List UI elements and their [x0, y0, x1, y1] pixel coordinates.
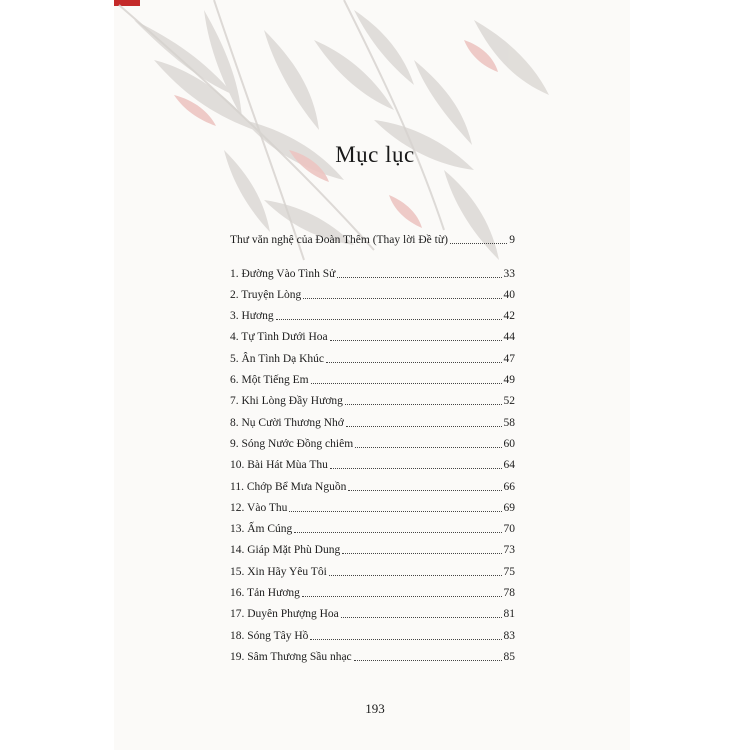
toc-entry-page: 49 — [503, 374, 515, 387]
toc-entry-page: 83 — [503, 629, 515, 642]
toc-entry[interactable] — [230, 515, 515, 536]
toc-entry-page: 73 — [503, 544, 515, 557]
toc-entry-page: 75 — [503, 565, 515, 578]
toc-entry[interactable] — [230, 643, 515, 664]
toc-entry[interactable] — [230, 366, 515, 387]
right-margin — [630, 0, 750, 750]
toc-entry-page: 9 — [509, 234, 515, 247]
left-margin — [0, 0, 114, 750]
dot-leader — [354, 660, 502, 661]
toc-entry[interactable] — [230, 557, 515, 578]
toc-entry-title: 16. Tản Hương — [230, 587, 300, 600]
toc-entry-title: 13. Ấm Cúng — [230, 523, 293, 536]
toc-entry-title: Thư văn nghệ của Đoàn Thêm (Thay lời Đề từ) — [230, 234, 448, 247]
toc-entry-page: 33 — [503, 267, 515, 280]
dot-leader — [342, 553, 501, 554]
toc-entry-page: 70 — [503, 523, 515, 536]
toc-entry-title: 6. Một Tiếng Em — [230, 374, 309, 387]
page-number: 193 — [365, 701, 385, 716]
dot-leader — [330, 340, 502, 341]
toc-entry-title: 19. Sâm Thương Sầu nhạc — [230, 650, 352, 663]
toc-entry[interactable] — [230, 536, 515, 557]
toc-entry-page: 42 — [503, 310, 515, 323]
toc-entry[interactable] — [230, 323, 515, 344]
toc-entry-page: 47 — [503, 352, 515, 365]
toc-entry[interactable] — [230, 600, 515, 621]
dot-leader — [450, 243, 507, 244]
dot-leader — [289, 511, 501, 512]
toc-entry-title: 15. Xin Hãy Yêu Tôi — [230, 565, 327, 578]
toc-entry-page: 66 — [503, 480, 515, 493]
toc-entry-title: 4. Tự Tình Dưới Hoa — [230, 331, 328, 344]
toc-entry-page: 40 — [503, 288, 515, 301]
toc-entry[interactable] — [230, 259, 515, 280]
toc-entry[interactable] — [230, 344, 515, 365]
dot-leader — [310, 639, 501, 640]
page-title: Mục lục — [335, 142, 415, 167]
toc-entry[interactable] — [230, 408, 515, 429]
toc-entry-title: 9. Sóng Nước Đồng chiêm — [230, 437, 354, 450]
toc-entry[interactable] — [230, 472, 515, 493]
toc-entry[interactable] — [230, 579, 515, 600]
toc-entry-page: 69 — [503, 501, 515, 514]
toc-entry-title: 3. Hương — [230, 310, 274, 323]
dot-leader — [329, 575, 502, 576]
toc-entry[interactable] — [230, 451, 515, 472]
toc-entry-title: 18. Sóng Tây Hồ — [230, 629, 309, 642]
toc-entry[interactable] — [230, 302, 515, 323]
dot-leader — [276, 319, 502, 320]
toc-entry-title: 14. Giáp Mặt Phù Dung — [230, 544, 341, 557]
toc-entry[interactable] — [230, 430, 515, 451]
dot-leader — [337, 277, 501, 278]
toc-entry-page: 81 — [503, 608, 515, 621]
toc-entry-page: 44 — [503, 331, 515, 344]
dot-leader — [345, 404, 502, 405]
dot-leader — [311, 383, 502, 384]
toc-entry-title: 7. Khi Lòng Đầy Hương — [230, 395, 343, 408]
toc-entry[interactable] — [230, 387, 515, 408]
dot-leader — [341, 617, 502, 618]
toc-entry[interactable] — [230, 621, 515, 642]
dot-leader — [346, 426, 502, 427]
toc-entry-title: 10. Bài Hát Mùa Thu — [230, 459, 328, 472]
toc-entry-page: 60 — [503, 437, 515, 450]
dot-leader — [348, 490, 501, 491]
toc-entry[interactable] — [230, 281, 515, 302]
toc-entry-title: 8. Nụ Cười Thương Nhớ — [230, 416, 344, 429]
toc-entry-title: 2. Truyện Lòng — [230, 288, 302, 301]
toc-entry-title: 5. Ân Tình Dạ Khúc — [230, 352, 325, 365]
toc-entry-title: 17. Duyên Phượng Hoa — [230, 608, 339, 621]
toc-intro-entry[interactable] — [230, 226, 515, 247]
toc-entry-title: 11. Chớp Bể Mưa Nguồn — [230, 480, 347, 493]
toc-entry-page: 78 — [503, 587, 515, 600]
toc-entry-title: 1. Đường Vào Tình Sử — [230, 267, 336, 280]
toc-entry-page: 58 — [503, 416, 515, 429]
toc-entry-page: 85 — [503, 650, 515, 663]
dot-leader — [302, 596, 502, 597]
toc-entry[interactable] — [230, 494, 515, 515]
toc-entry-title: 12. Vào Thu — [230, 501, 288, 514]
dot-leader — [294, 532, 501, 533]
toc-entry-page: 52 — [503, 395, 515, 408]
dot-leader — [326, 362, 501, 363]
dot-leader — [303, 298, 501, 299]
dot-leader — [330, 468, 502, 469]
table-of-contents — [230, 226, 515, 664]
dot-leader — [355, 447, 501, 448]
toc-entry-page: 64 — [503, 459, 515, 472]
